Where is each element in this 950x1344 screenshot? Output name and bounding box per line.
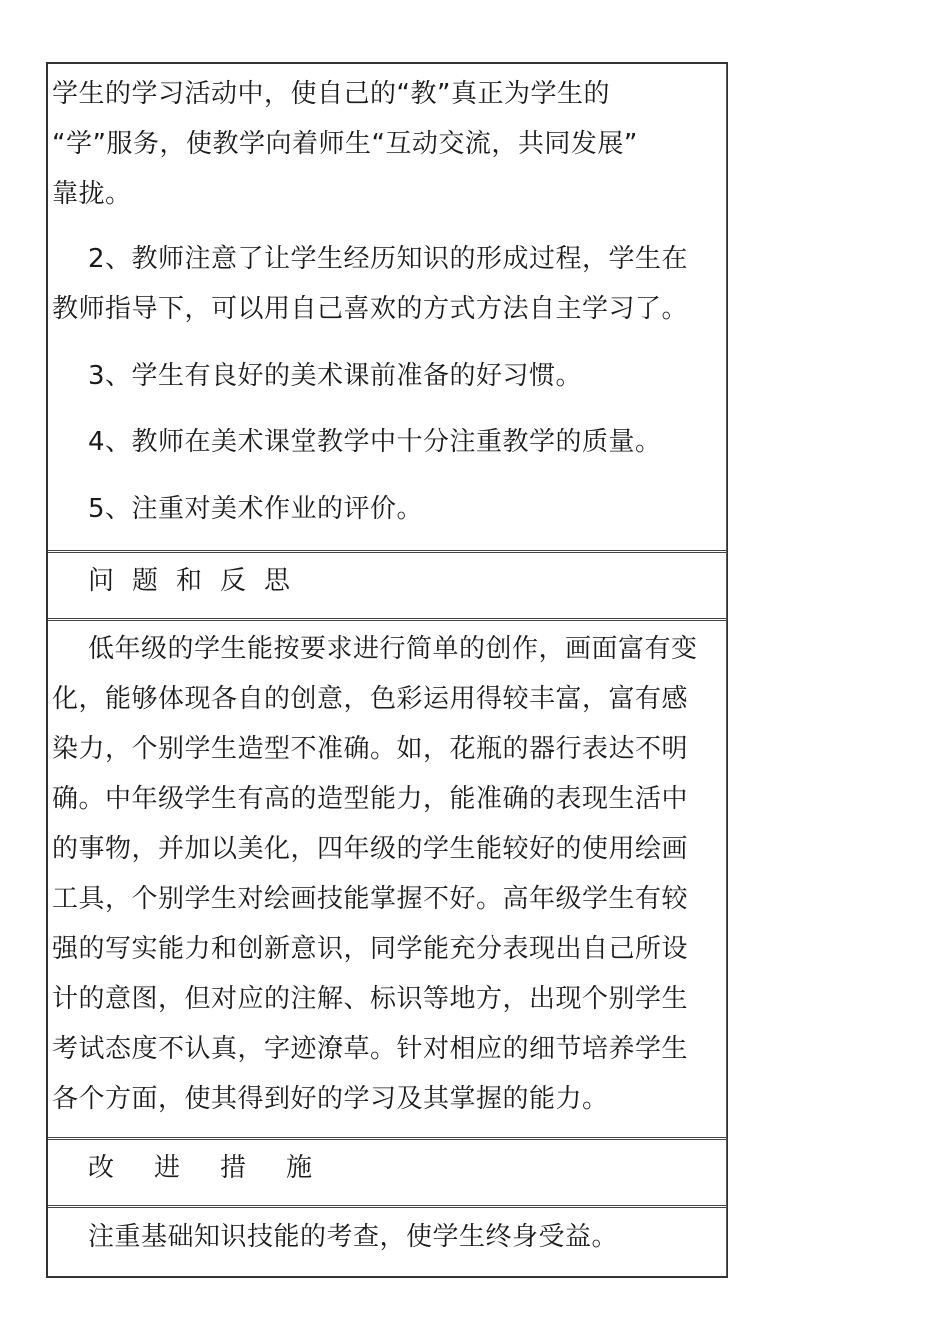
paragraph-line: 计的意图，但对应的注解、标识等地方，出现个别学生 xyxy=(52,984,689,1014)
paragraph-line: 考试态度不认真，字迹潦草。针对相应的细节培养学生 xyxy=(52,1034,689,1064)
row-divider xyxy=(48,550,726,553)
paragraph-line: 的事物，并加以美化，四年级的学生能较好的使用绘画 xyxy=(52,834,689,864)
right-border xyxy=(726,64,727,1276)
list-item-5: 5、注重对美术作业的评价。 xyxy=(88,494,424,524)
list-item-3: 3、学生有良好的美术课前准备的好习惯。 xyxy=(88,361,583,391)
list-item-4: 4、教师在美术课堂教学中十分注重教学的质量。 xyxy=(88,427,662,457)
report-table xyxy=(46,62,728,1278)
paragraph-line: 化，能够体现各自的创意，色彩运用得较丰富，富有感 xyxy=(52,684,689,714)
paragraph-line: 各个方面，使其得到好的学习及其掌握的能力。 xyxy=(52,1084,609,1114)
paragraph-line: 低年级的学生能按要求进行简单的创作，画面富有变 xyxy=(88,634,698,664)
paragraph-line: 工具，个别学生对绘画技能掌握不好。高年级学生有较 xyxy=(52,884,689,914)
row-divider xyxy=(48,1205,726,1208)
list-item-2: 2、教师注意了让学生经历知识的形成过程，学生在 xyxy=(88,244,689,274)
row-divider xyxy=(48,1137,726,1140)
section-header-improve: 改进措施 xyxy=(88,1153,353,1183)
text-line: 学生的学习活动中，使自己的“教”真正为学生的 xyxy=(52,79,610,109)
paragraph-line: 确。中年级学生有高的造型能力，能准确的表现生活中 xyxy=(52,784,689,814)
paragraph-line: 染力，个别学生造型不准确。如，花瓶的器行表达不明 xyxy=(52,734,689,764)
section-header-problems: 问题和反思 xyxy=(88,566,309,596)
text-line: 靠拢。 xyxy=(52,179,132,209)
improve-text: 注重基础知识技能的考查，使学生终身受益。 xyxy=(88,1222,619,1252)
list-item-2-cont: 教师指导下，可以用自己喜欢的方式方法自主学习了。 xyxy=(52,294,689,324)
paragraph-line: 强的写实能力和创新意识，同学能充分表现出自己所设 xyxy=(52,934,689,964)
text-line: “学”服务，使教学向着师生“互动交流，共同发展” xyxy=(52,129,638,159)
row-divider xyxy=(48,618,726,621)
